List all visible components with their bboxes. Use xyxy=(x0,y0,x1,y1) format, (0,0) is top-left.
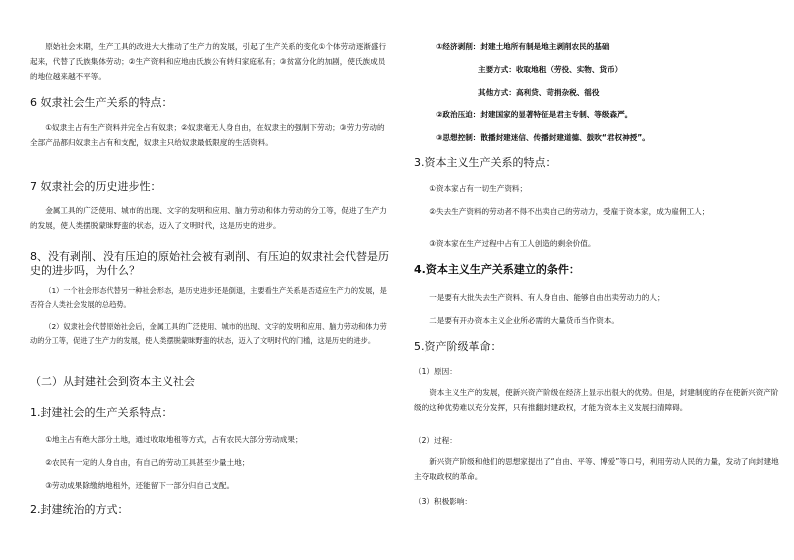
paragraph-1b: ②农民有一定的人身自由，有自己的劳动工具甚至少量土地； xyxy=(45,458,250,467)
paragraph-8b: （2）奴隶社会代替原始社会后，金属工具的广泛使用、城市的出现、文字的发明和应用、脑力劳动和体力劳动的分工等，促进了生产力的发展，使人类摆脱蒙昧野蛮的状态，迈入了文明时代的门槛，这是历史的进步。 xyxy=(30,322,387,345)
paragraph-4b: 二是要有开办资本主义企业所必需的大量货币当作资本。 xyxy=(429,316,620,325)
item-political: ②政治压迫：封建国家的显著特征是君主专制、等级森严。 xyxy=(436,110,633,119)
paragraph-5a: 资本主义生产的发展，使新兴资产阶级在经济上显示出很大的优势。但是，封建制度的存在使新兴资产阶级的这种优势难以充分发挥，只有推翻封建政权，才能为资本主义发展扫清障碍。 xyxy=(414,388,779,412)
heading-5: 5.资产阶级革命： xyxy=(414,340,502,353)
paragraph-8a: （1）一个社会形态代替另一种社会形态，是历史进步还是倒退，主要看生产关系是否适应生产力的发展，是否符合人类社会发展的总趋势。 xyxy=(30,286,387,309)
heading-7: 7 奴隶社会的历史进步性： xyxy=(30,180,162,193)
subheading-process: （2）过程： xyxy=(414,436,457,445)
heading-4: 4.资本主义生产关系建立的条件： xyxy=(414,263,580,276)
paragraph-5b: 新兴资产阶级和他们的思想家提出了“自由、平等、博爱”等口号，利用劳动人民的力量，发动了向封建地主夺取政权的革命。 xyxy=(414,457,779,481)
paragraph-7: 金属工具的广泛使用、城市的出现、文字的发明和应用、脑力劳动和体力劳动的分工等，促进了生产力的发展，使人类摆脱蒙昧野蛮的状态，迈入了文明时代，这是历史的进步。 xyxy=(30,206,387,230)
paragraph-4a: 一是要有大批失去生产资料、有人身自由、能够自由出卖劳动力的人； xyxy=(429,293,665,302)
paragraph-3a: ①资本家占有一切生产资料； xyxy=(429,184,528,193)
item-economic-other: 其他方式：高利贷、苛捐杂税、徭役 xyxy=(478,88,600,97)
section-title: （二）从封建社会到资本主义社会 xyxy=(30,375,195,388)
heading-3: 3.资本主义生产关系的特点： xyxy=(414,156,557,169)
intro-paragraph: 原始社会末期，生产工具的改进大大推动了生产力的发展，引起了生产关系的变化①个体劳动逐渐盛行起来，代替了氏族集体劳动；②生产资料和应地由氏族公有转归家庭私有；③贫富分化的加剧，使氏族成员的地位越来越不平等。 xyxy=(30,42,387,81)
item-economic-main: 主要方式：收取地租（劳役、实物、货币） xyxy=(478,65,623,74)
paragraph-6: ①奴隶主占有生产资料并完全占有奴隶；②奴隶毫无人身自由，在奴隶主的强制下劳动；③劳力劳动的全部产品都归奴隶主占有和支配，奴隶主只给奴隶最低限度的生活资料。 xyxy=(30,123,385,147)
paragraph-3b: ②失去生产资料的劳动者不得不出卖自己的劳动力，受雇于资本家，成为雇佣工人； xyxy=(429,207,710,216)
heading-8: 8、没有剥削、没有压迫的原始社会被有剥削、有压迫的奴隶社会代替是历史的进步吗，为什么？ xyxy=(30,250,389,277)
paragraph-3c: ③资本家在生产过程中占有工人创造的剩余价值。 xyxy=(429,239,596,248)
heading-6: 6 奴隶社会生产关系的特点： xyxy=(30,96,173,109)
heading-2: 2.封建统治的方式： xyxy=(30,503,129,516)
subheading-cause: （1）原因： xyxy=(414,367,457,376)
paragraph-1c: ③劳动成果除缴纳地租外，还能留下一部分归自己支配。 xyxy=(45,481,235,490)
heading-1: 1.封建社会的生产关系特点： xyxy=(30,406,173,419)
paragraph-1a: ①地主占有绝大部分土地，通过收取地租等方式，占有农民大部分劳动成果； xyxy=(45,435,303,444)
subheading-impact: （3）积极影响： xyxy=(414,497,472,506)
item-economic: ①经济剥削：封建土地所有制是地主剥削农民的基础 xyxy=(436,42,610,51)
item-ideological: ③思想控制：散播封建迷信、传播封建道德、鼓吹“君权神授”。 xyxy=(436,133,650,142)
